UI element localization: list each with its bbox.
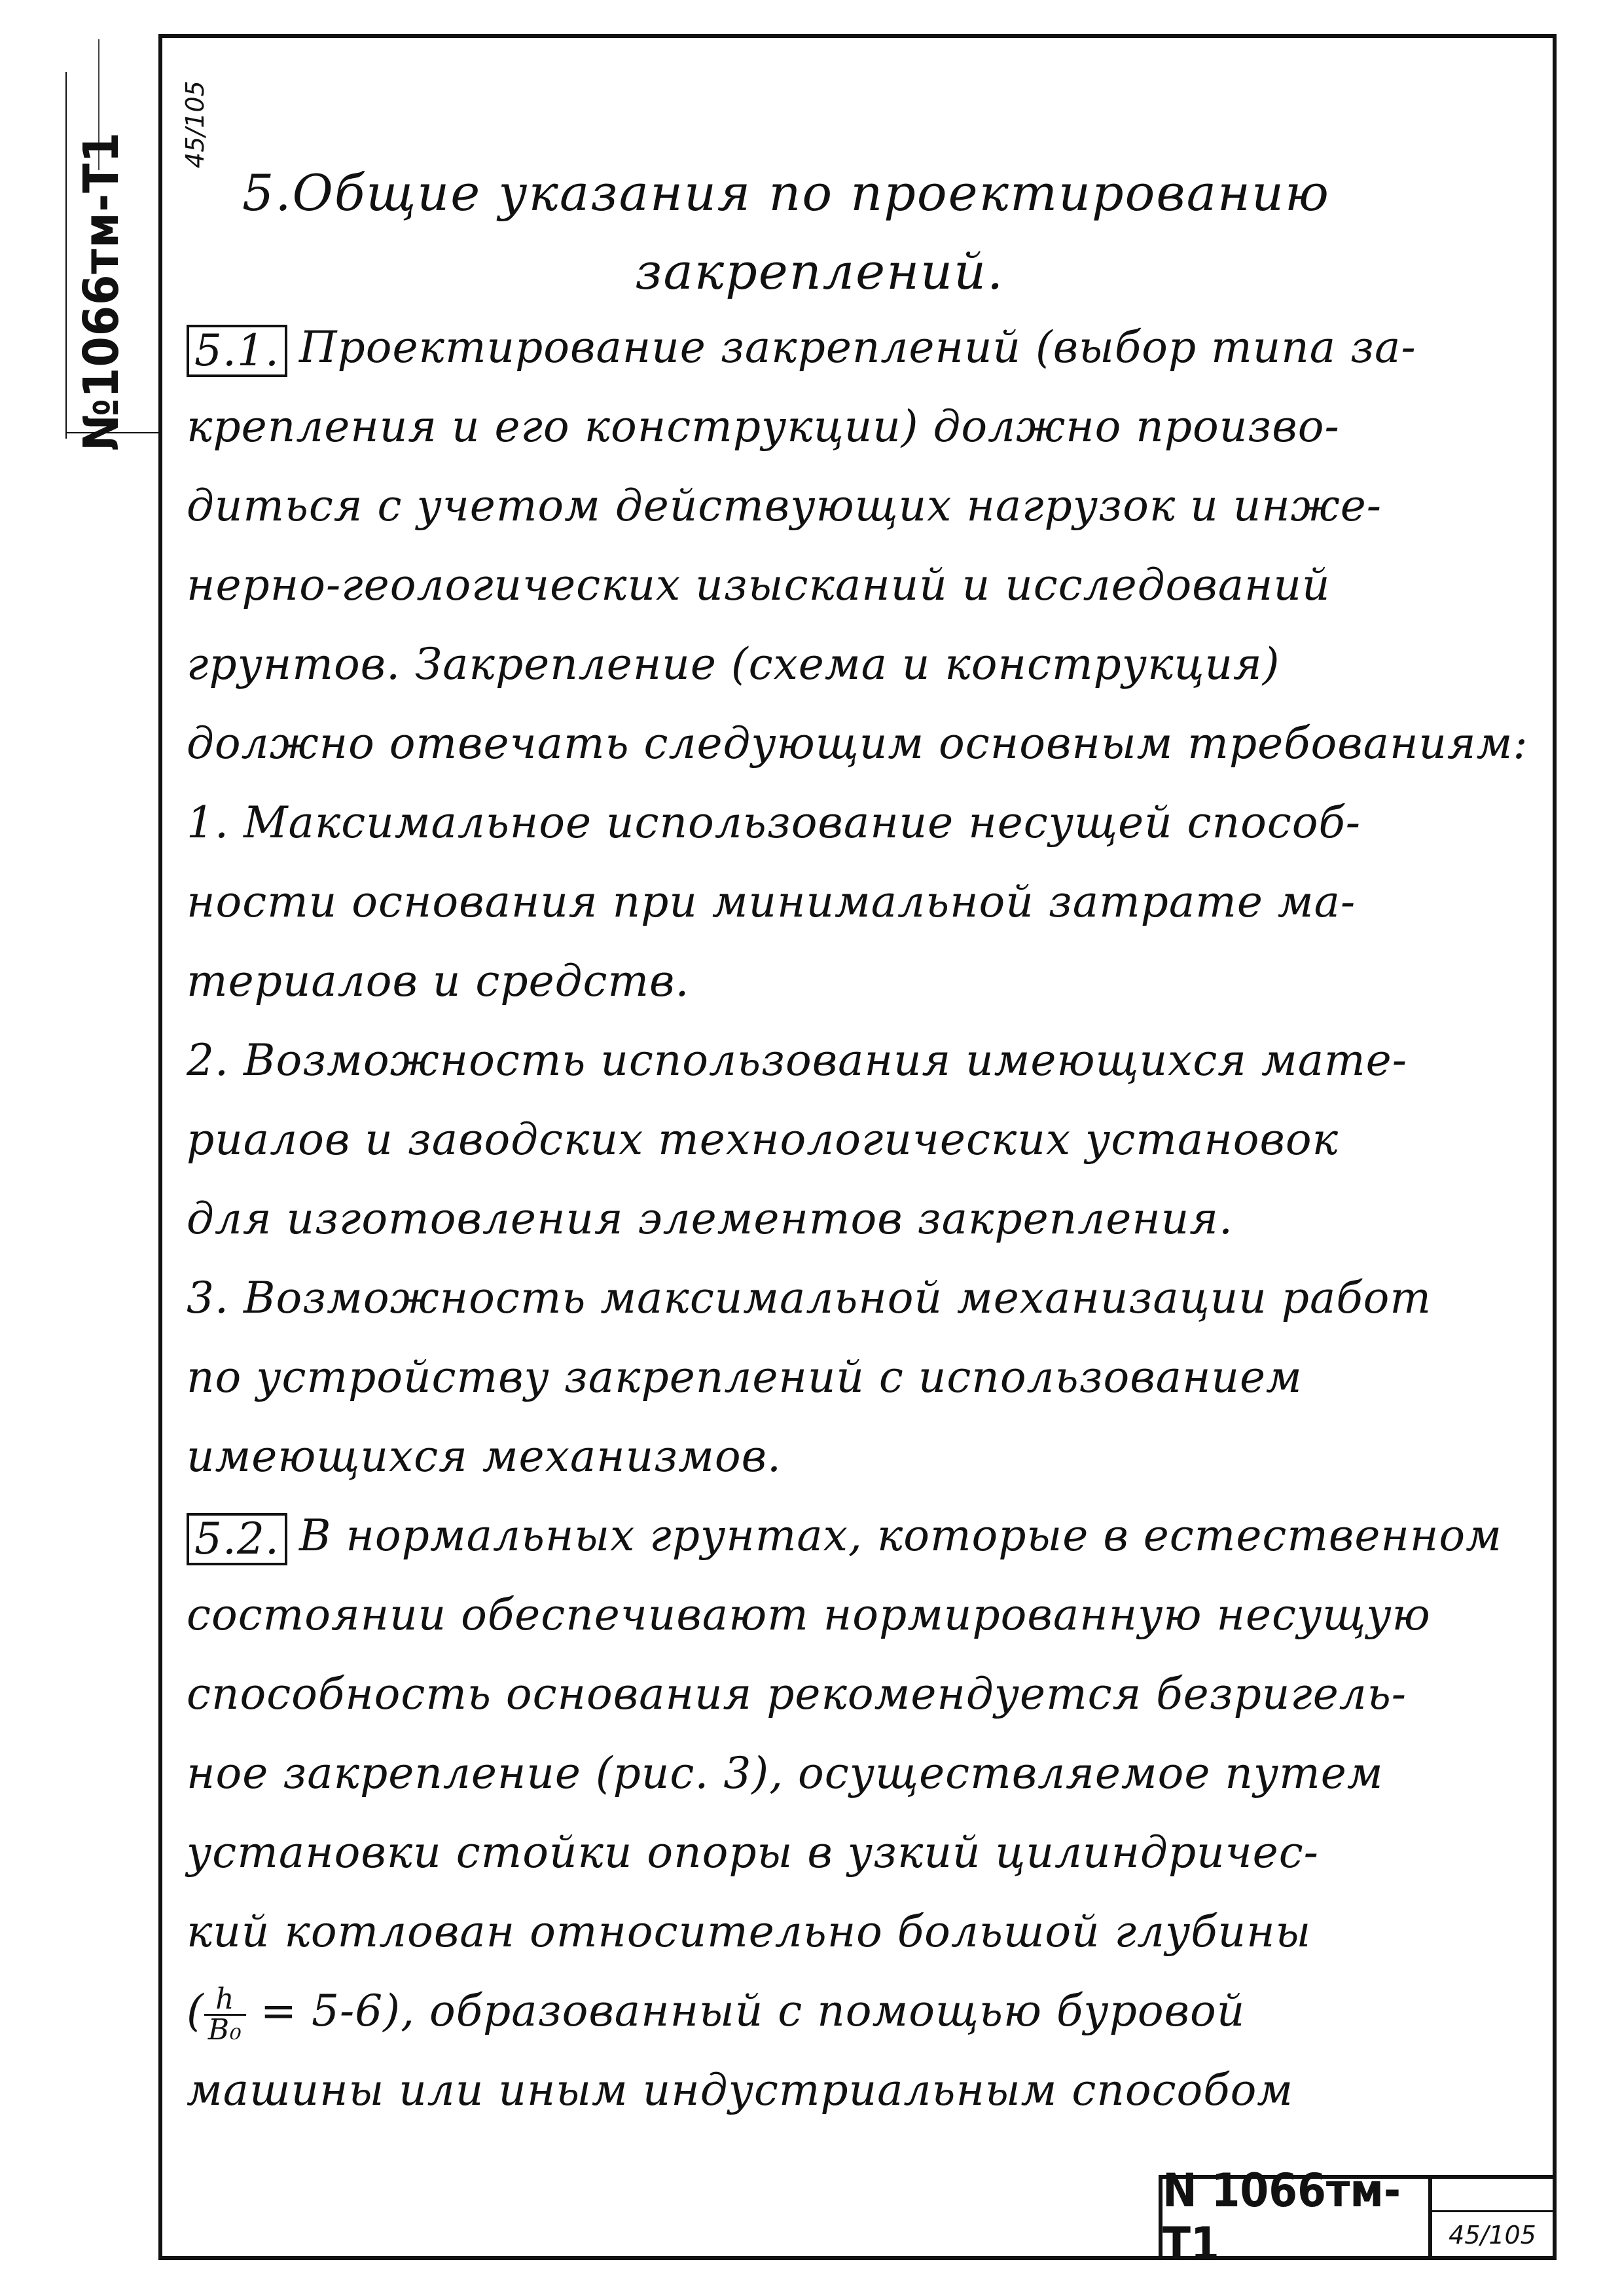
text-line: 5.1. Проектирование закреплений (выбор типа за- [187, 308, 1535, 387]
text-line: имеющихся механизмов. [187, 1431, 782, 1482]
side-stamp-code: №1066тм-Т1 [73, 132, 130, 451]
text-line-with-fraction: ( $\frac{h}{\text{B₀}}$ = 5-6), образованный с помощью буровой [187, 1982, 1246, 2047]
title-block-sheet [1428, 2175, 1553, 2256]
text-line: по устройству закреплений с использованием [187, 1352, 1303, 1402]
section-number: 5.2. [187, 1513, 287, 1565]
text-line: 1. Максимальное использование несущей способ- [187, 797, 1361, 848]
text-line: должно отвечать следующим основным требованиям: [187, 718, 1528, 769]
sheet-label [1432, 2179, 1553, 2212]
text-line: риалов и заводских технологических установок [187, 1114, 1339, 1165]
text-line: крепления и его конструкции) должно произво- [187, 401, 1340, 452]
section-number: 5.1. [187, 325, 287, 377]
text-line: состоянии обеспечивают нормированную несущую [187, 1590, 1431, 1640]
text-line: для изготовления элементов закрепления. [187, 1194, 1233, 1244]
text-line: 3. Возможность максимальной механизации работ [187, 1273, 1432, 1323]
text-line: способность основания рекомендуется безригель- [187, 1669, 1407, 1719]
section-heading [242, 154, 1486, 311]
side-stamp-sheet: 45/105 [181, 81, 209, 168]
text-line: установки стойки опоры в узкий цилиндричес- [187, 1827, 1319, 1878]
body-text [187, 308, 1535, 2130]
text-line: териалов и средств. [187, 956, 690, 1006]
heading-line-2: закреплений. [635, 242, 1005, 301]
title-block [1159, 2164, 1557, 2271]
text-line: ности основания при минимальной затрате ма- [187, 877, 1356, 927]
text-line: машины или иным индустриальным способом [187, 2065, 1294, 2115]
title-block-code: N 1066тм-Т1 [1159, 2175, 1428, 2256]
text-line: нерно-геологических изысканий и исследований [187, 560, 1331, 610]
text-line: кий котлован относительно большой глубины [187, 1906, 1312, 1957]
ratio-fraction: $\frac{h}{\text{B₀}}$ [204, 1985, 246, 2045]
text-line: диться с учетом действующих нагрузок и инже- [187, 481, 1382, 531]
text-line: грунтов. Закрепление (схема и конструкция) [187, 639, 1280, 689]
sheet-number: 45/105 [1449, 2221, 1536, 2250]
side-stamp [65, 39, 209, 451]
text-line: 5.2. В нормальных грунтах, которые в естественном [187, 1496, 1535, 1575]
heading-line-1: 5.Общие указания по проектированию [242, 164, 1330, 222]
text-line: 2. Возможность использования имеющихся мате- [187, 1035, 1407, 1085]
text-line: ное закрепление (рис. 3), осуществляемое путем [187, 1748, 1384, 1798]
